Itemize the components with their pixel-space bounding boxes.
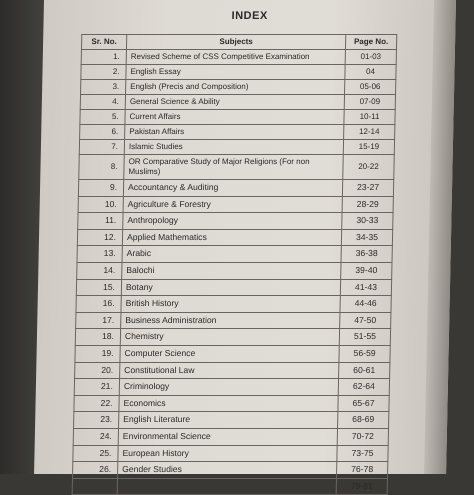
row-subject: Gender Studies [117, 462, 336, 479]
row-subject: Agriculture & Forestry [123, 196, 342, 213]
row-sr-no: 21. [74, 379, 119, 396]
row-sr-no: 11. [78, 213, 123, 230]
row-subject: General Science & Ability [125, 95, 344, 110]
row-subject: Applied Mathematics [122, 229, 341, 246]
row-sr-no: 14. [77, 262, 122, 279]
row-subject: Economics [119, 395, 338, 412]
row-page-no: 79-81 [336, 478, 387, 495]
row-page-no: 44-46 [340, 296, 391, 313]
table-row [73, 428, 388, 445]
row-sr-no: 17. [76, 312, 121, 329]
row-sr-no: 4. [80, 95, 125, 110]
row-sr-no: 5. [80, 110, 125, 125]
header-subjects: Subjects [126, 35, 345, 50]
table-row [76, 279, 391, 296]
row-sr-no: 20. [75, 362, 120, 379]
table-row [79, 140, 394, 155]
row-subject: Botany [121, 279, 340, 296]
table-row [81, 80, 396, 95]
row-sr-no: 19. [75, 345, 120, 362]
row-subject: Constitutional Law [120, 362, 339, 379]
row-subject: Environmental Science [118, 428, 337, 445]
row-page-no: 15-19 [343, 140, 394, 155]
row-page-no: 07-09 [344, 95, 395, 110]
table-row [74, 412, 389, 429]
row-page-no: 56-59 [339, 345, 390, 362]
row-sr-no: 25. [73, 445, 118, 462]
row-subject: Criminology [119, 379, 338, 396]
row-page-no: 60-61 [339, 362, 390, 379]
row-page-no: 36-38 [341, 246, 392, 263]
row-sr-no: 26. [72, 462, 117, 479]
row-subject: English Essay [126, 65, 345, 80]
row-subject: Anthropology [123, 213, 342, 230]
index-rows [72, 50, 396, 495]
table-row [80, 125, 395, 140]
table-row [75, 329, 390, 346]
row-page-no: 41-43 [340, 279, 391, 296]
table-row [80, 110, 395, 125]
row-page-no: 23-27 [342, 180, 393, 197]
row-sr-no: 2. [81, 65, 126, 80]
row-sr-no: 16. [76, 296, 121, 313]
row-subject: Pakistan Affairs [125, 125, 344, 140]
row-subject: European History [118, 445, 337, 462]
row-subject: British History [121, 296, 340, 313]
table-row [77, 246, 392, 263]
table-row [72, 478, 387, 495]
page-edge [424, 0, 456, 474]
row-sr-no: 23. [74, 412, 119, 429]
row-page-no: 20-22 [343, 155, 395, 180]
row-subject: Current Affairs [125, 110, 344, 125]
table-row [77, 262, 392, 279]
row-page-no: 76-78 [336, 462, 387, 479]
row-sr-no: 22. [74, 395, 119, 412]
table-row [78, 196, 393, 213]
table-row [80, 95, 395, 110]
row-subject: Chemistry [120, 329, 339, 346]
table-row [73, 445, 388, 462]
index-title: INDEX [231, 10, 268, 22]
row-sr-no [72, 478, 117, 495]
header-sr-no: Sr. No. [81, 35, 126, 50]
row-sr-no: 18. [75, 329, 120, 346]
row-page-no: 01-03 [345, 50, 396, 65]
row-subject: OR Comparative Study of Major Religions (For non Muslims) [124, 155, 344, 180]
row-sr-no: 6. [80, 125, 125, 140]
row-page-no: 30-33 [342, 213, 393, 230]
row-page-no: 10-11 [344, 110, 395, 125]
row-page-no: 05-06 [345, 80, 396, 95]
row-sr-no: 12. [77, 229, 122, 246]
row-subject: Revised Scheme of CSS Competitive Examination [126, 50, 345, 65]
header-page-no: Page No. [345, 35, 396, 50]
row-subject: Arabic [122, 246, 341, 263]
table-row [78, 180, 393, 197]
row-page-no: 65-67 [338, 395, 389, 412]
row-page-no: 73-75 [337, 445, 388, 462]
row-sr-no: 1. [81, 50, 126, 65]
row-subject: English Literature [119, 412, 338, 429]
row-page-no: 62-64 [338, 379, 389, 396]
table-row [75, 345, 390, 362]
row-sr-no: 8. [79, 155, 125, 180]
table-row [81, 65, 396, 80]
table-row [76, 312, 391, 329]
row-sr-no: 9. [78, 180, 123, 197]
row-page-no: 34-35 [341, 229, 392, 246]
table-row [78, 213, 393, 230]
row-page-no: 47-50 [340, 312, 391, 329]
table-row [79, 155, 395, 180]
row-sr-no: 13. [77, 246, 122, 263]
row-subject: Balochi [122, 262, 341, 279]
row-sr-no: 7. [79, 140, 124, 155]
table-row [76, 296, 391, 313]
row-subject: Business Administration [121, 312, 340, 329]
table-row [81, 50, 396, 65]
table-row [72, 462, 387, 479]
row-page-no: 04 [345, 65, 396, 80]
table-row [74, 395, 389, 412]
row-subject: English (Precis and Composition) [126, 80, 345, 95]
index-table [72, 34, 398, 495]
row-subject: Accountancy & Auditing [123, 180, 342, 197]
row-sr-no: 3. [81, 80, 126, 95]
row-subject: Islamic Studies [124, 140, 343, 155]
table-row [74, 379, 389, 396]
row-subject [117, 478, 336, 495]
row-sr-no: 15. [76, 279, 121, 296]
row-page-no: 28-29 [342, 196, 393, 213]
row-page-no: 68-69 [338, 412, 389, 429]
book-page [34, 0, 456, 491]
row-sr-no: 24. [73, 428, 118, 445]
row-subject: Computer Science [120, 345, 339, 362]
row-page-no: 70-72 [337, 428, 388, 445]
table-row [75, 362, 390, 379]
row-page-no: 51-55 [339, 329, 390, 346]
table-header-row [81, 35, 396, 50]
row-sr-no: 10. [78, 196, 123, 213]
table-row [77, 229, 392, 246]
row-page-no: 39-40 [341, 262, 392, 279]
row-page-no: 12-14 [344, 125, 395, 140]
